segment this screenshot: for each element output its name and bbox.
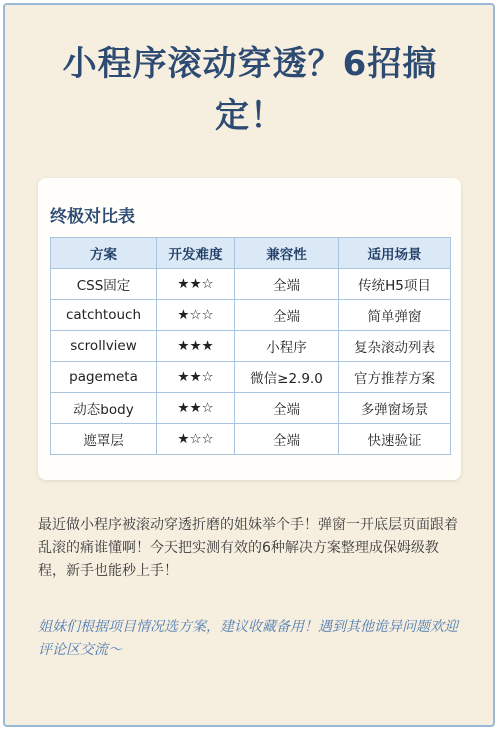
- cell-solution: catchtouch: [51, 300, 157, 331]
- table-row: [51, 331, 451, 362]
- column-header: 适用场景: [339, 238, 451, 269]
- table-row: [51, 424, 451, 455]
- page-title: [0, 38, 500, 142]
- cell-compatibility: 微信≥2.9.0: [235, 362, 339, 393]
- cell-scenario: 快速验证: [339, 424, 451, 455]
- column-header: 方案: [51, 238, 157, 269]
- cell-scenario: 简单弹窗: [339, 300, 451, 331]
- comparison-table: [50, 237, 451, 455]
- cell-solution: scrollview: [51, 331, 157, 362]
- comparison-heading: 终极对比表: [50, 207, 135, 227]
- cell-scenario: 多弹窗场景: [339, 393, 451, 424]
- cell-difficulty: ★★☆: [157, 362, 235, 393]
- cell-difficulty: ★☆☆: [157, 300, 235, 331]
- cell-compatibility: 全端: [235, 300, 339, 331]
- cell-difficulty: ★★★: [157, 331, 235, 362]
- cell-solution: CSS固定: [51, 269, 157, 300]
- cell-compatibility: 小程序: [235, 331, 339, 362]
- comparison-card: [38, 178, 461, 480]
- title-line-1: 小程序滚动穿透？6招搞: [62, 44, 438, 84]
- cell-solution: 动态body: [51, 393, 157, 424]
- cell-difficulty: ★☆☆: [157, 424, 235, 455]
- cell-solution: pagemeta: [51, 362, 157, 393]
- cell-scenario: 复杂滚动列表: [339, 331, 451, 362]
- table-header-row: [51, 238, 451, 269]
- column-header: 兼容性: [235, 238, 339, 269]
- cell-difficulty: ★★☆: [157, 393, 235, 424]
- title-line-2: 定！: [215, 96, 285, 136]
- cell-scenario: 传统H5项目: [339, 269, 451, 300]
- table-row: [51, 362, 451, 393]
- closing-note: 姐妹们根据项目情况选方案，建议收藏备用！遇到其他诡异问题欢迎评论区交流～: [38, 619, 458, 658]
- cell-compatibility: 全端: [235, 393, 339, 424]
- column-header: 开发难度: [157, 238, 235, 269]
- cell-compatibility: 全端: [235, 424, 339, 455]
- table-row: [51, 269, 451, 300]
- cell-scenario: 官方推荐方案: [339, 362, 451, 393]
- table-row: [51, 300, 451, 331]
- cell-compatibility: 全端: [235, 269, 339, 300]
- intro-paragraph: 最近做小程序被滚动穿透折磨的姐妹举个手！弹窗一开底层页面跟着乱滚的痛谁懂啊！今天把实测有效的6种解决方案整理成保姆级教程，新手也能秒上手！: [38, 517, 458, 579]
- cell-solution: 遮罩层: [51, 424, 157, 455]
- table-row: [51, 393, 451, 424]
- cell-difficulty: ★★☆: [157, 269, 235, 300]
